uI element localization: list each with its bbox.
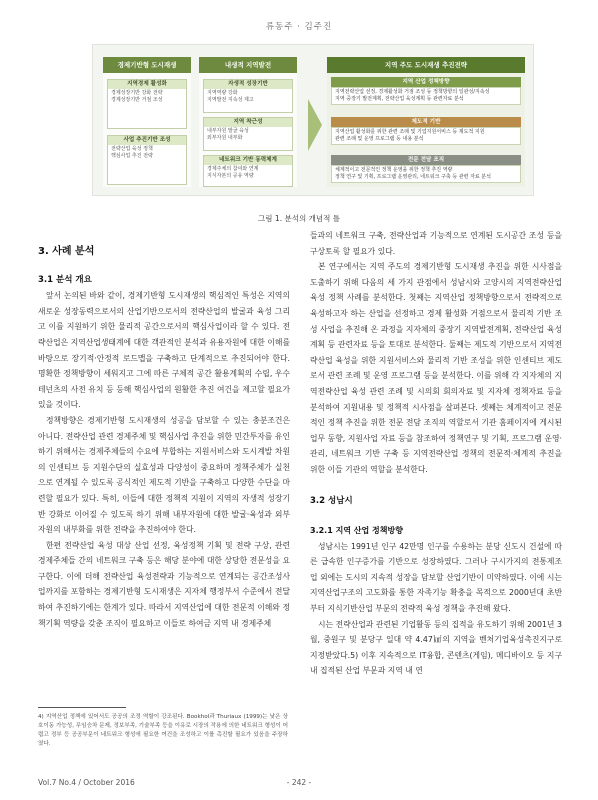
footnote-number: 4) [38,714,44,720]
subsubsection-heading: 3.2.1 지역 산업 정책방향 [310,526,403,536]
figure-column-title: 경제기반형 도시재생 [103,57,191,73]
paragraph: 한편 전략산업 육성 대상 산업 선정, 육성정책 기획 및 전략 구상, 관련 경제주체들 간의 네트워크 구축 등은 해당 분야에 대한 상당한 전문성을 요구한다. 이에 더해 전략산업 육성전략과 기능적으로 연계되는 공간조성사업까지를 포함하는 경제기반형 도시재생은 지자체 행정부서 수준에서 전달하여 추진하기에는 한계가 있다. 따라서 지역산업에 대한 전문적 이해와 정책기획 역량을 갖춘 조직이 필요하고 이들로 하여금 지역 내 경제주체 [38,540,290,628]
figure-box-title: 전문 전담 조직 [331,155,521,165]
paragraph: 앞서 논의된 바와 같이, 경제기반형 도시재생의 핵심적인 특성은 지역의 새로운 성장동력으로서의 산업기반으로서의 전략산업의 발굴과 육성 그리고 이를 지원하기 위한 물리적 공간으로서의 핵심사업이라 할 수 있다. 전략산업은 지역산업생태계에 대한 객관적인 분석과 유용자원에 대한 이해를 바탕으로 장기적·안정적 로드맵을 구축하고 단계적으로 추진되어야 한다. 명확한 정책방향이 세워지고 그에 따른 구체적 공간 활용계획의 수립, 우수 테넌츠의 사전 유치 등 등해 핵심사업의 원활한 추진 여건을 제고할 필요가 있을 것이다. [38,291,290,410]
paragraph: 정책방향은 경제기반형 도시재생의 성공을 담보할 수 있는 충분조건은 아니다. 전략산업 관련 경제주체 및 핵심사업 추진을 위한 민간투자를 유인하기 위해서는 경제주체들의 수요에 부합하는 지원서비스와 도시계발 차원의 인센티브 등 지원수단의 실효성과 다양성이 중요하며 정책주체가 실천으로 연계될 수 있도록 공식적인 제도적 기반을 구축하고 다양한 수단을 마련할 필요가 있다. 특히, 이들에 대한 정책적 지원이 지역의 자생적 성장기반 강화로 이어질 수 있도록 하기 위해 내부자원에 대한 발굴·육성과 외부자원의 내부화를 위한 전략을 추진하여야 한다. [38,415,290,535]
figure-column-urban-regeneration [103,57,191,187]
section-heading: 3. 사례 분석 [38,246,95,257]
figure-box-body: 지역산업 활성화를 위한 관련 조례 및 기업지원서비스 등 제도적 지원 관련 조례 및 운영 프로그램 등 내용 분석 [331,127,521,145]
figure-column-strategy [327,57,525,187]
figure-box-body: 지역역량 강화 지역발전 지속성 제고 [207,90,254,103]
footnote-divider [38,707,126,708]
figure-box-dedicated-org [331,155,521,183]
footnote-text: 지역산업 정책에 있어서도 공공의 조정 역할이 강조된다. Bookhol과 Thuriaux (1999)는 낮은 상호이동 가능성, 무임승차 문제, 정보부족, 기술부족 등을 이유로 시장의 작용에 의한 네트워크 형성이 어렵고 정부 등 공공부문이 네트워크 형성에 필요한 여건을 조성하고 이를 촉진할 필요가 있음을 주장하였다. [38,714,288,747]
paragraph: 시는 전략산업과 관련된 기업활동 등의 집적을 유도하기 위해 2001년 3월, 중원구 및 분당구 일대 약 4.47㎢의 지역을 벤처기업육성촉진지구로 지정받았다.5) 이후 지속적으로 IT융합, 콘텐츠(게임), 메디바이오 등 지구 내 집적된 산업 부문과 지역 내 연 [310,619,562,676]
figure-column-endogenous-development [199,57,297,187]
figure-box-title: 지역 산업 정책방향 [331,77,521,87]
figure-box-local-economy [107,79,187,129]
figure-box-institutional-base [331,117,521,145]
figure-box-business-base [107,135,187,185]
figure-box-body: 경제주체의 참여와 연계 지식자본의 공유 역량 [207,166,259,179]
figure-box-body: 체계적이고 전문적인 정책 운영을 위한 정책 추진 역량 정책 연구 및 기획, 프로그램 운영관리, 네트워크 구축 등 관련 자료 분석 [331,165,521,183]
figure-box-title: 지역경제 활성화 [108,80,186,89]
figure-box-body: 전략산업 육성 정책 핵심사업 추진 전략 [111,146,153,159]
figure-box-self-growth [203,79,293,113]
figure-box-title: 사업 추진기반 조성 [108,136,186,145]
figure-box-title: 제도적 기반 [331,117,521,127]
footnote [38,713,288,749]
figure-box-body: 경제성장기반 강화 전략 경제성장기반 거점 조성 [111,90,163,103]
figure-box-network [203,155,293,187]
arrow-icon [308,99,322,151]
paragraph: 들과의 네트워크 구축, 전략산업과 기능적으로 연계된 도시공간 조성 등을 구상토록 할 필요가 있다. [310,231,562,256]
paragraph: 성남시는 1991년 인구 42만명 인구를 수용하는 분당 신도시 건설에 따른 급속한 인구증가를 기반으로 성장하였다. 그러나 구시가지의 전통제조업 외에는 도시의 지속적 성장을 담보할 산업기반이 미약하였다. 이에 시는 지역산업구조의 고도화를 통한 자족기능 확충을 목적으로 2000년대 초반부터 지식기반산업 부문의 전략적 육성 정책을 추진해 왔다. [310,541,562,614]
figure-box-body: 내부자원 발굴 육성 외부자원 내부화 [207,128,249,141]
figure-box-embeddedness [203,117,293,151]
figure-box-policy-direction [331,77,521,105]
figure-column-title: 지역 주도 도시재생 추진전략 [327,57,525,73]
figure-box-title: 네트워크 기반 동력체계 [204,156,292,165]
figure-box-title: 자생적 성장기반 [204,80,292,89]
subsection-heading: 3.1 분석 개요 [38,274,92,285]
subsection-heading: 3.2 성남시 [310,495,353,506]
running-header: 류동주 · 김주진 [265,22,333,32]
figure-column-title: 내생적 지역발전 [199,57,297,73]
figure-box-title: 지역 착근성 [204,118,292,127]
journal-volume: Vol.7 No.4 / October 2016 [38,778,135,787]
figure-box-body: 지역전략산업 선정, 경제활성화 거점 조성 등 정책방향의 일관성/지속성 지역 중장기 발전계획, 전략산업 육성계획 등 관련자료 분석 [331,87,521,105]
right-column [310,228,562,679]
page-number: - 242 - [286,778,312,787]
left-column [38,244,290,631]
figure-caption: 그림 1. 분석의 개념적 틀 [258,214,340,223]
paragraph: 본 연구에서는 지역 주도의 경제기반형 도시재생 추진을 위한 시사점을 도출하기 위해 다음의 세 가지 관점에서 성남시와 고양시의 지역전략산업 육성 정책 사례를 분석한다. 첫째는 지역산업 정책방향으로서 전략적으로 육성하고자 하는 산업을 선정하고 경제 활성화 거점으로서 물리적 기반 조성 사업을 추진해 온 과정을 지자체의 중장기 지역발전계획, 전략산업 육성계획 등 관련자료 등을 토대로 분석한다. 둘째는 제도적 기반으로서 지역전략산업 육성을 위한 지원서비스와 물리적 기반 조성을 위한 인센티브 제도로서 관련 조례 및 운영 프로그램 등을 분석한다. 이를 위해 각 지자체의 지역전략산업 육성 관련 조례 및 시의회 회의자료 및 지자체 정책자료 등을 분석하여 지원내용 및 정책적 시사점을 살펴본다. 셋째는 체계적이고 전문적인 정책 추진을 위한 전문 전담 조직의 역할로서 기관 홈페이지에 게시된 업무 동향, 지원사업 자료 등을 참조하여 정책연구 및 기획, 프로그램 운영·관리, 네트워크 기반 구축 등 지역전략산업 정책의 전문적·체계적 추진을 위한 이들 기관의 역할을 분석한다. [310,262,562,474]
concept-figure [92,44,534,196]
